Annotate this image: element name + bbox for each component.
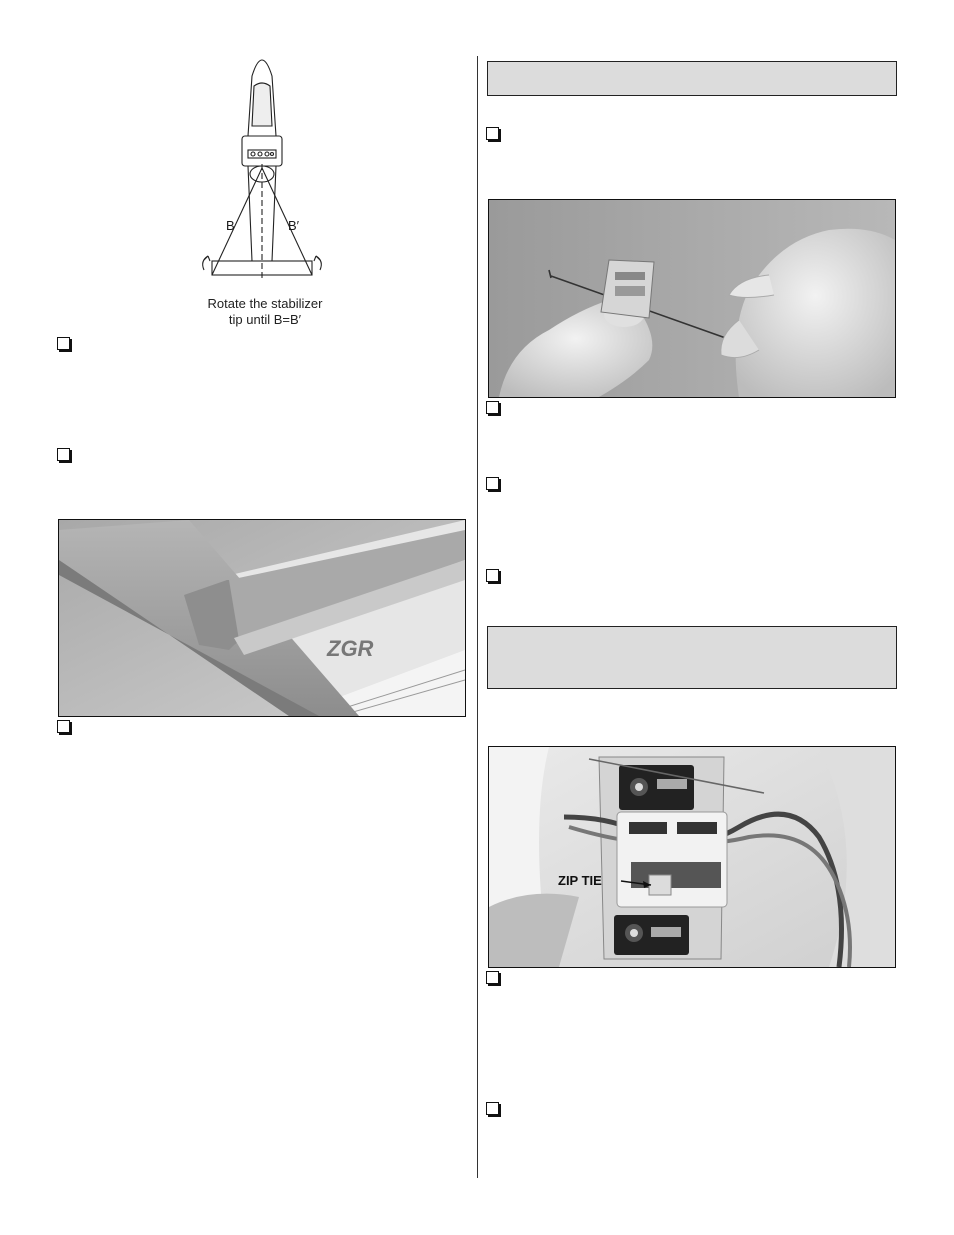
stabilizer-alignment-diagram [190, 56, 340, 338]
step-checkbox[interactable] [486, 127, 499, 140]
label-b-prime: B′ [288, 218, 300, 233]
step-checkbox[interactable] [486, 1102, 499, 1115]
zip-tie-label: ZIP TIE [558, 873, 602, 888]
section-header-box [487, 61, 897, 96]
step-checkbox[interactable] [57, 337, 70, 350]
step-checkbox[interactable] [486, 971, 499, 984]
step-checkbox[interactable] [486, 401, 499, 414]
step-checkbox[interactable] [57, 720, 70, 733]
wire-sanding-photo [488, 199, 896, 398]
caption-line-2: tip until B=B′ [228, 312, 302, 327]
diagram-caption [180, 296, 350, 328]
label-b: B [226, 218, 235, 233]
column-divider [477, 56, 478, 1178]
step-checkbox[interactable] [57, 448, 70, 461]
airplane-top-view-drawing [190, 56, 340, 286]
caption-line-1: Rotate the stabilizer [207, 296, 323, 311]
step-checkbox[interactable] [486, 477, 499, 490]
tail-stabilizer-photo [58, 519, 466, 717]
section-header-box [487, 626, 897, 689]
step-checkbox[interactable] [486, 569, 499, 582]
servo-receiver-photo [488, 746, 896, 968]
fuselage-decal-text: ZGR [327, 636, 374, 661]
